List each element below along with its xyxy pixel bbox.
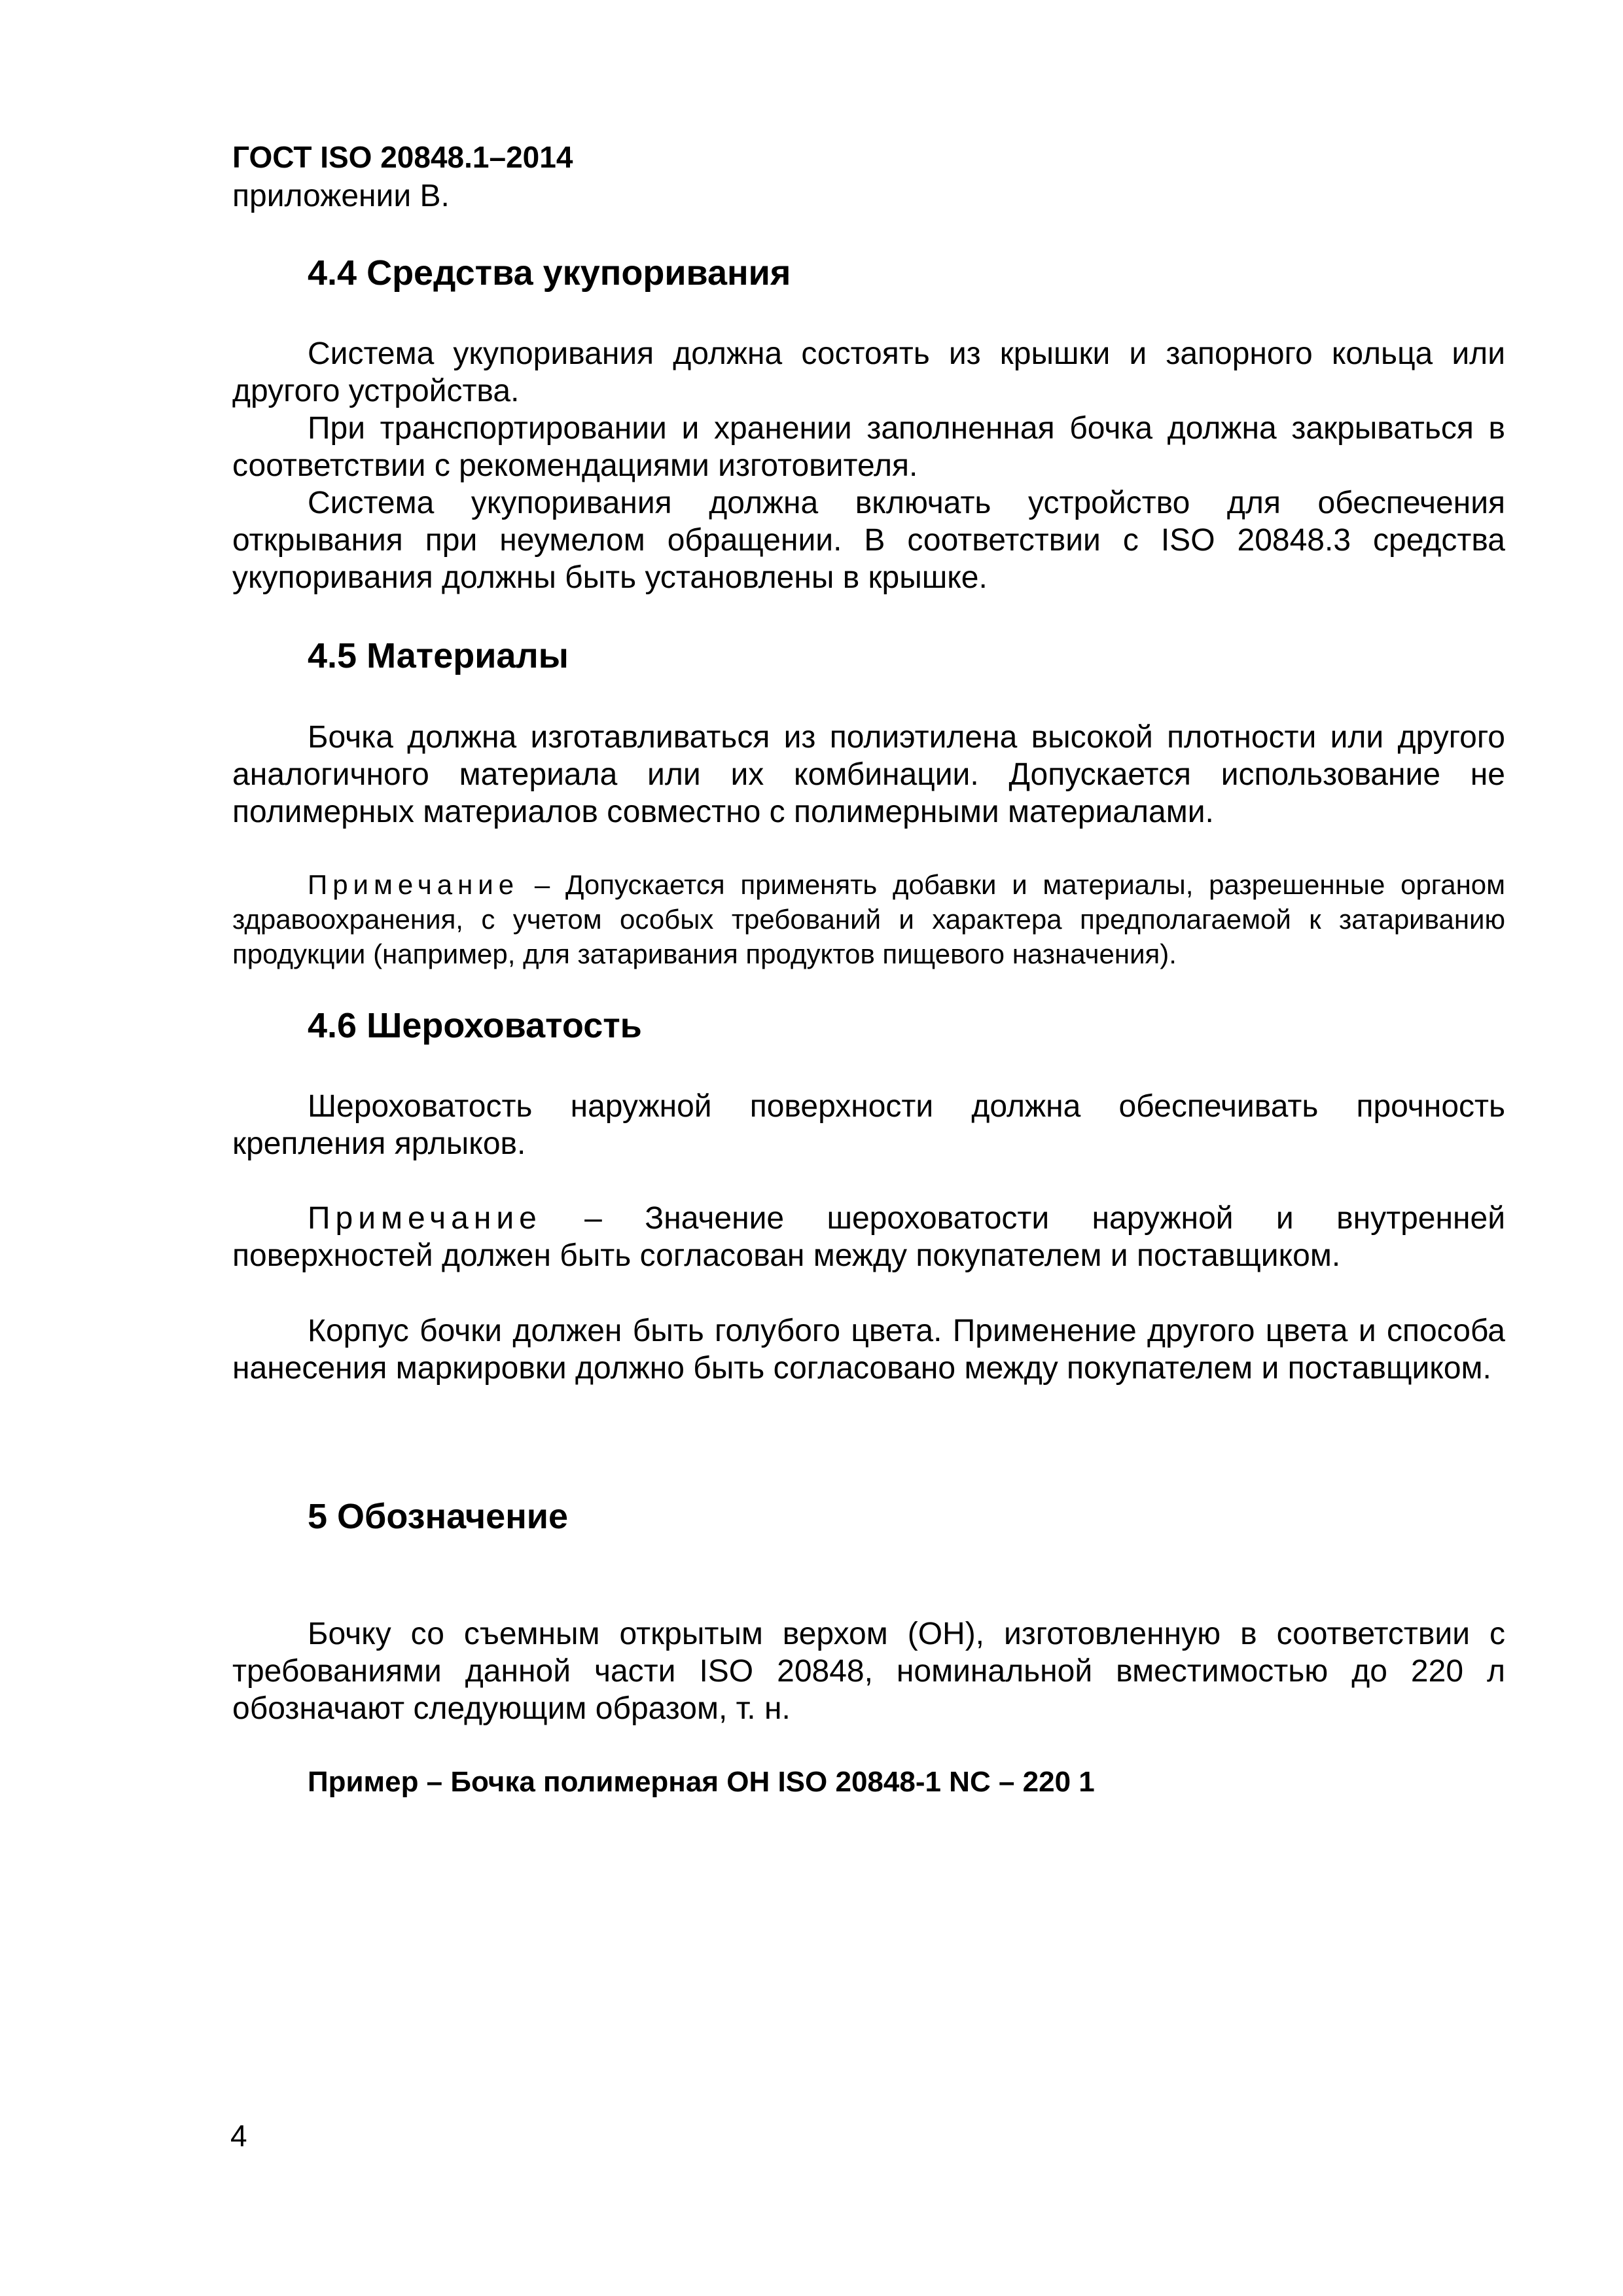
section-4-5-paragraph-1: Бочка должна изготавливаться из полиэтилена высокой плотности или другого аналогичного материала или их комбинации. Допускается использование не полимерных материалов совместно с полимерными материалами. [232, 720, 1505, 829]
section-4-6-note [232, 1200, 1505, 1274]
note-text: – Допускается применять добавки и материалы, разрешенные органом здравоохранения, с учетом особых требований и характера предполагаемой к затариванию продукции (например, для затаривания продуктов пищевого назначения). [232, 869, 1505, 969]
note-label: Примечание [308, 869, 520, 900]
section-4-4-paragraph-2: При транспортировании и хранении заполненная бочка должна закрываться в соответствии с рекомендациями изготовителя. [232, 411, 1505, 483]
standard-code: ГОСТ ISO 20848.1–2014 [232, 140, 573, 174]
section-4-5-note [232, 867, 1505, 971]
section-4-4-paragraph-3: Система укупоривания должна включать устройство для обеспечения открывания при неумелом обращении. В соответствии с ISO 20848.3 средства укупоривания должны быть установлены в крышке. [232, 486, 1505, 595]
section-4-6-paragraph-2: Корпус бочки должен быть голубого цвета. Применение другого цвета и способа нанесения маркировки должно быть согласовано между покупателем и поставщиком. [232, 1314, 1505, 1386]
section-4-6-paragraph-1: Шероховатость наружной поверхности должна обеспечивать прочность крепления ярлыков. [232, 1089, 1505, 1161]
section-4-4-paragraph-1: Система укупоривания должна состоять из крышки и запорного кольца или другого устройства. [232, 336, 1505, 408]
section-5-paragraph-1: Бочку со съемным открытым верхом (ОН), изготовленную в соответствии с требованиями данной части ISO 20848, номинальной вместимостью до 220 л обозначают следующим образом, т. н. [232, 1617, 1505, 1726]
note-label: Примечание [308, 1201, 542, 1236]
note-text: – Значение шероховатости наружной и внутренней поверхностей должен быть согласован между покупателем и поставщиком. [232, 1201, 1505, 1273]
page-number: 4 [230, 2119, 247, 2153]
section-heading-4-6: 4.6 Шероховатость [308, 1006, 642, 1045]
section-heading-5: 5 Обозначение [308, 1497, 569, 1536]
section-heading-4-5: 4.5 Материалы [308, 636, 569, 675]
section-heading-4-4: 4.4 Средства укупоривания [308, 253, 791, 293]
continuation-text: приложении В. [232, 179, 450, 213]
designation-example: Пример – Бочка полимерная ОН ISO 20848-1 NC – 220 1 [308, 1766, 1095, 1798]
